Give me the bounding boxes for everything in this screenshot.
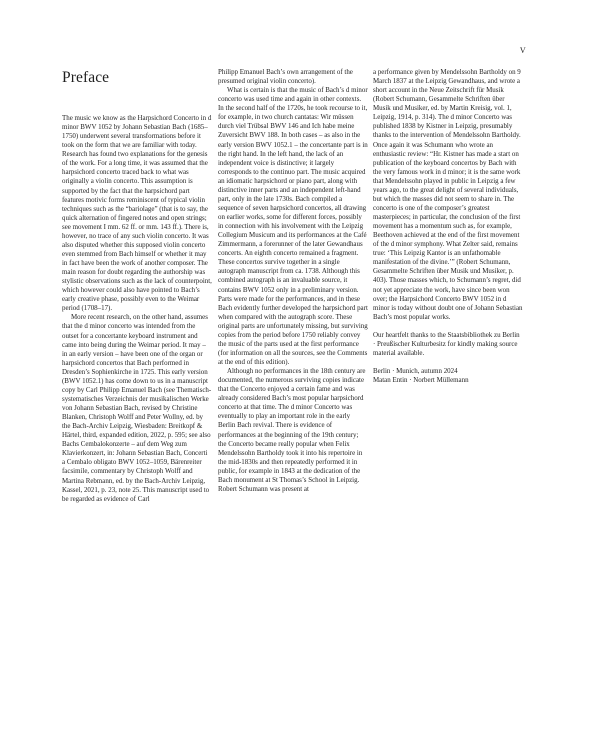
page-title: Preface: [62, 69, 110, 86]
paragraph: Although no performances in the 18th century are documented, the numerous surviving copies indicate that the Concerto enjoyed a certain fame and was already considered Bach’s most popular harpsichord concerto at that time. The d minor Concerto was eventually to play an important role in the early Berlin Bach revival. There is evidence of performances at the beginning of the 19th century; the Concerto became really popular when Felix Mendelssohn Bartholdy took it into his repertoire in the mid-1830s and then repeatedly performed it in public, for example in 1843 at the dedication of the Bach monument at St Thomas’s School in Leipzig. Robert Schumann was present at: [218, 367, 366, 493]
text-column-1: [62, 114, 212, 504]
text-column-2: [218, 68, 368, 494]
paragraph: Philipp Emanuel Bach’s own arrangement of the presumed original violin concerto).: [218, 68, 353, 86]
page-number: V: [519, 46, 526, 55]
acknowledgement: Our heartfelt thanks to the Staatsbibliothek zu Berlin · Preußischer Kulturbesitz for kindly making source material available.: [373, 330, 520, 357]
text-column-3: [373, 68, 523, 385]
paragraph: More recent research, on the other hand, assumes that the d minor concerto was intended from the outset for a concertante keyboard instrument and came into being during the Weimar period. It may – in an early version – have been one of the organ or harpsichord concertos that Bach performed in Dresden’s Sophienkirche in 1725. This early version (BWV 1052.1) has come down to us in a manuscript copy by Carl Philipp Emanuel Bach (see Thematisch-systematisches Verzeichnis der musikalischen Werke von Johann Sebastian Bach, revised by Christine Blanken, Christoph Wolff and Peter Wollny, ed. by the Bach-Archiv Leipzig, Wiesbaden: Breitkopf & Härtel, third, expanded edition, 2022, p. 595; see also Bachs Cembalokonzerte – auf dem Weg zum Klavierkonzert, in: Johann Sebastian Bach, Concerti a Cembalo obligato BWV 1052–1059, Bärenreiter facsimile, commentary by Christoph Wolff and Martina Rebmann, ed. by the Bach-Archiv Leipzig, Kassel, 2021, p. 23, note 25. This manuscript used to be regarded as evidence of Carl: [62, 313, 212, 503]
paragraph: The music we know as the Harpsichord Concerto in d minor BWV 1052 by Johann Sebastian Bach (1685–1750) underwent several transformations before it took on the form that we are familiar with today. Research has found two explanations for the genesis of the work. For a long time, it was assumed that the harpsichord concerto traced back to what was originally a violin concerto. This assumption is supported by the fact that the harpsichord part features motivic forms reminiscent of typical violin techniques such as the “bariolage” (that is to say, the quick alternation of fingered notes and open strings; see movement I mm. 62 ff. or mm. 143 ff.). There is, however, no trace of any such violin concerto. It was also disputed whether this supposed violin concerto even stemmed from Bach himself or whether it may in fact have been the work of another composer. The main reason for doubt regarding the authorship was stylistic observations such as the lack of counterpoint, which however could also have pointed to Bach’s early creative phase, possibly even to the Weimar period (1708–17).: [62, 114, 212, 313]
signature-block: Berlin · Munich, autumn 2024 Matan Entin · Norbert Müllemann: [373, 366, 469, 384]
paragraph: a performance given by Mendelssohn Bartholdy on 9 March 1837 at the Leipzig Gewandhaus, and wrote a short account in the Neue Zeitschrift für Musik (Robert Schumann, Gesammelte Schriften über Musik und Musiker, ed. by Martin Kreisig, vol. 1, Leipzig, 1914, p. 314). The d minor Concerto was published 1838 by Kistner in Leipzig, presumably thanks to the intervention of Mendelssohn Bartholdy. Once again it was Schumann who wrote an enthusiastic review: “Hr. Kistner has made a start on publication of the keyboard concertos by Bach with the very famous work in d minor; it is the same work that Mendelssohn played in public in Leipzig a few years ago, to the great delight of several individuals, but which the masses did not seem to share in. The concerto is one of the composer’s greatest masterpieces; in particular, the conclusion of the first movement has a momentum such as, for example, Beethoven achieved at the end of the first movement of the d minor symphony. What Zelter said, remains true: ‘This Leipzig Kantor is an unfathomable manifestation of the divine.’” (Robert Schumann, Gesammelte Schriften über Musik und Musiker, p. 403). Those masses which, to Schumann’s regret, did not yet appreciate the work, have since been won over; the Harpsichord Concerto BWV 1052 in d minor is today without doubt one of Johann Sebastian Bach’s most popular works.: [373, 68, 523, 321]
paragraph: What is certain is that the music of Bach’s d minor concerto was used time and again in other contexts. In the second half of the 1720s, he took recourse to it, for example, in two church cantatas: Wir müssen durch viel Trübsal BWV 146 and Ich habe meine Zuversicht BWV 188. In both cases – as also in the early version BWV 1052.1 – the concertante part is in the right hand. In the left hand, the lack of an independent voice is distinctive; it largely corresponds to the continuo part. The music acquired an idiomatic harpsichord or piano part, along with distinctive inner parts and an independent left-hand part, only in the late 1730s. Bach compiled a sequence of seven harpsichord concertos, all drawing on earlier works, some for different forces, possibly in connection with his involvement with the Leipzig Collegium Musicum and its performances at the Café Zimmermann, a forerunner of the later Gewandhaus concerts. An eighth concerto remained a fragment. These concertos survive together in a single autograph manuscript from ca. 1738. Although this combined autograph is an invaluable source, it contains BWV 1052 only in a preliminary version. Parts were made for the performances, and in these Bach evidently further developed the harpsichord part when compared with the autograph score. These original parts are unfortunately missing, but surviving copies from the period before 1750 reliably convey the music of the parts used at the first performance (for information on all the sources, see the Comments at the end of this edition).: [218, 86, 368, 366]
